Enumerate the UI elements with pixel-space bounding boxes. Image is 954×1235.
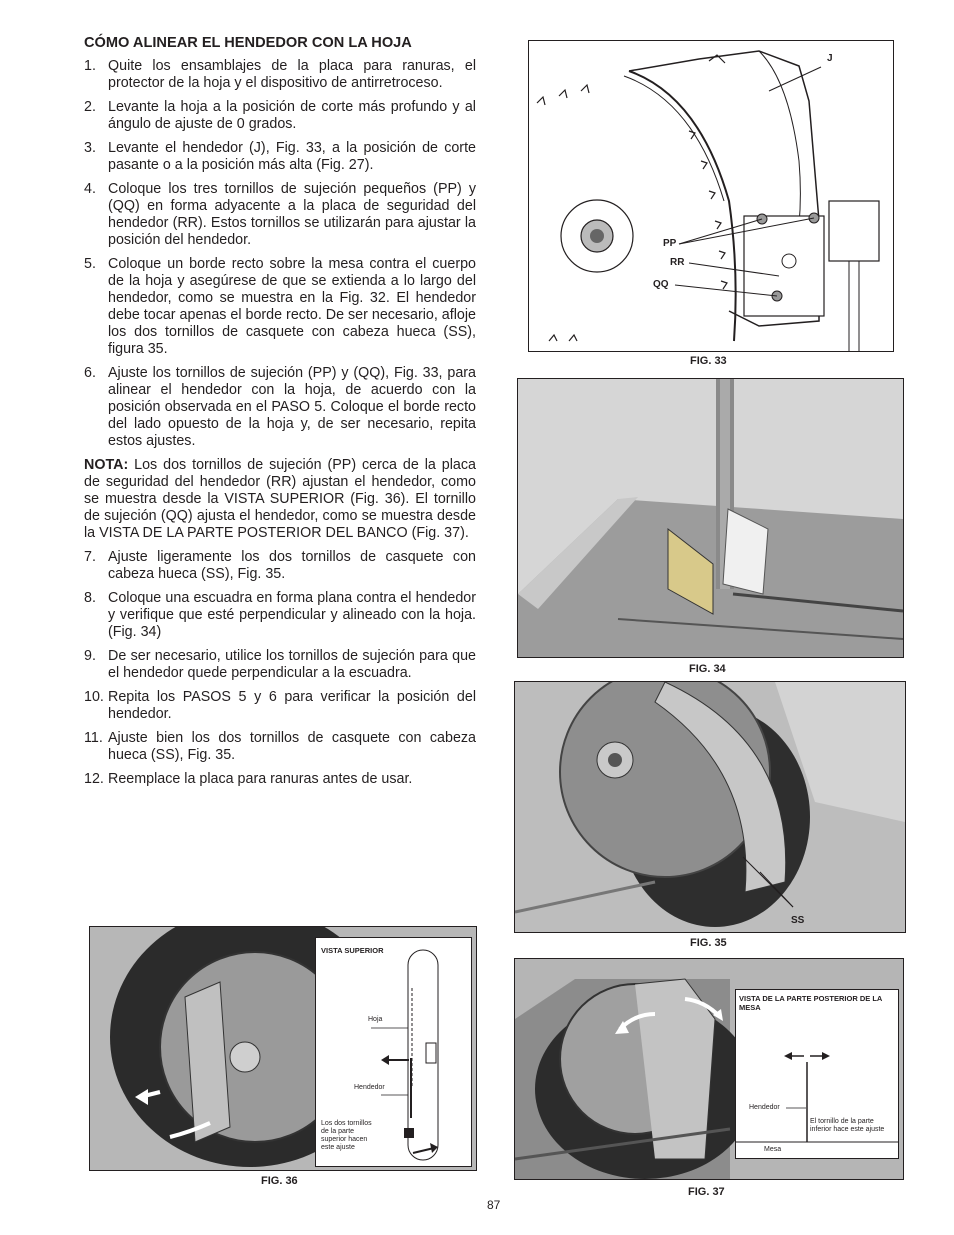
step-text: Coloque los tres tornillos de sujeción pequeños (PP) y (QQ) en forma adyacente a la placa de seguridad del hendedor (RR). Estos tornillos se utilizarán para ajustar la posición del hendedor. — [108, 181, 476, 248]
instructions-column — [84, 35, 476, 795]
page-number: 87 — [487, 1198, 501, 1212]
step-item — [84, 140, 476, 174]
fig-37-caption: FIG. 37 — [688, 1186, 725, 1198]
note-paragraph — [84, 457, 476, 542]
fig-36-inset-note: Los dos tornillos de la parte superior hacen este ajuste — [321, 1120, 372, 1151]
label-pp: PP — [663, 238, 677, 249]
fig-33-caption: FIG. 33 — [690, 355, 727, 367]
fig-37-inset — [735, 989, 899, 1159]
fig-34-caption: FIG. 34 — [689, 663, 726, 675]
step-text: Coloque un borde recto sobre la mesa contra el cuerpo de la hoja y asegúrese de que se extienda a lo largo del hendedor, como se muestra en la Fig. 32. El hendedor debe tocar apenas el borde recto. De ser necesario, afloje los dos tornillos de casquete con cabeza hueca (SS), figura 35. — [108, 256, 476, 357]
label-rr: RR — [670, 257, 685, 268]
step-item — [84, 58, 476, 92]
step-number: 4. — [84, 181, 96, 197]
step-text: Levante la hoja a la posición de corte más profundo y al ángulo de ajuste de 0 grados. — [108, 99, 476, 132]
step-item — [84, 549, 476, 583]
note-text: Los dos tornillos de sujeción (PP) cerca de la placa de seguridad del hendedor (RR) ajustan el hendedor, como se muestra desde la VISTA SUPERIOR (Fig. 36). El tornillo de sujeción (QQ) ajusta el hendedor, como se muestra desde la VISTA DE LA PARTE POSTERIOR DEL BANCO (Fig. 37). — [84, 457, 476, 541]
label-qq: QQ — [653, 279, 669, 290]
step-item — [84, 256, 476, 358]
fig-35-caption: FIG. 35 — [690, 937, 727, 949]
step-item — [84, 730, 476, 764]
step-item — [84, 771, 476, 788]
step-number: 9. — [84, 648, 96, 664]
fig-37-image — [514, 958, 904, 1180]
step-text: Coloque una escuadra en forma plana contra el hendedor y verifique que esté perpendicular y alineado con la hoja. (Fig. 34) — [108, 590, 476, 640]
step-number: 11. — [84, 730, 103, 746]
step-text: Levante el hendedor (J), Fig. 33, a la posición de corte pasante o a la posición más alta (Fig. 27). — [108, 140, 476, 173]
fig-33-image — [528, 40, 894, 352]
label-ss: SS — [791, 915, 805, 926]
step-text: Ajuste bien los dos tornillos de casquete con cabeza hueca (SS), Fig. 35. — [108, 730, 476, 763]
label-j: J — [827, 53, 833, 64]
fig-36-hendedor-label: Hendedor — [354, 1084, 385, 1091]
step-item — [84, 590, 476, 641]
step-number: 7. — [84, 549, 96, 565]
step-item — [84, 365, 476, 450]
step-text: Repita los PASOS 5 y 6 para verificar la posición del hendedor. — [108, 689, 476, 722]
fig-36-inset — [315, 937, 472, 1167]
step-number: 8. — [84, 590, 96, 606]
fig-36-hoja-label: Hoja — [368, 1016, 383, 1023]
step-text: Ajuste ligeramente los dos tornillos de casquete con cabeza hueca (SS), Fig. 35. — [108, 549, 476, 582]
note-label: NOTA: — [84, 457, 129, 473]
steps-list-b — [84, 549, 476, 788]
step-number: 10. — [84, 689, 104, 705]
step-number: 5. — [84, 256, 96, 272]
step-number: 12. — [84, 771, 104, 787]
step-number: 6. — [84, 365, 96, 381]
step-item — [84, 181, 476, 249]
step-text: Quite los ensamblajes de la placa para ranuras, el protector de la hoja y el dispositivo de antirretroceso. — [108, 58, 476, 91]
fig-36-caption: FIG. 36 — [261, 1175, 298, 1187]
step-number: 3. — [84, 140, 96, 156]
fig-36-image — [89, 926, 477, 1171]
section-heading: CÓMO ALINEAR EL HENDEDOR CON LA HOJA — [84, 35, 412, 51]
fig-37-inset-note: El tornillo de la parte inferior hace este ajuste — [810, 1118, 885, 1133]
steps-list-a — [84, 58, 476, 450]
fig-34-image — [517, 378, 904, 658]
step-text: Reemplace la placa para ranuras antes de usar. — [108, 771, 413, 787]
fig-37-inset-title: VISTA DE LA PARTE POSTERIOR DE LA MESA — [739, 994, 883, 1012]
fig-37-mesa-label: Mesa — [764, 1146, 782, 1153]
fig-37-hendedor-label: Hendedor — [749, 1104, 780, 1111]
step-item — [84, 99, 476, 133]
step-item — [84, 648, 476, 682]
step-item — [84, 689, 476, 723]
step-number: 2. — [84, 99, 96, 115]
step-text: De ser necesario, utilice los tornillos de sujeción para que el hendedor quede perpendicular a la escuadra. — [108, 648, 476, 681]
step-text: Ajuste los tornillos de sujeción (PP) y (QQ), Fig. 33, para alinear el hendedor con la hoja, de acuerdo con la posición observada en el PASO 5. Coloque el borde recto del lado opuesto de la hoja y, de ser necesario, repita estos ajustes. — [108, 365, 476, 449]
fig-36-inset-title: VISTA SUPERIOR — [321, 946, 384, 955]
fig-35-image — [514, 681, 906, 933]
step-number: 1. — [84, 58, 96, 74]
